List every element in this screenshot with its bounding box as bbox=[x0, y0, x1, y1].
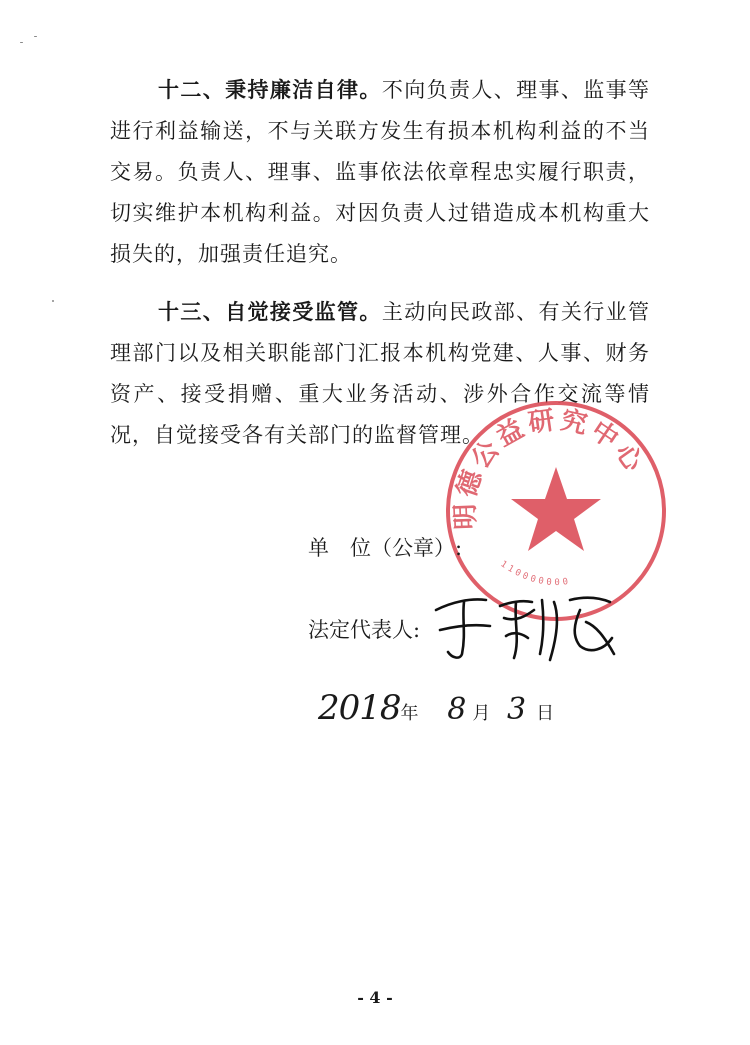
star-icon bbox=[511, 467, 601, 551]
seal-text: 明德公益研究中心 bbox=[450, 404, 651, 531]
date-month-unit: 月 bbox=[472, 703, 491, 724]
unit-seal-line bbox=[308, 532, 462, 562]
date-line bbox=[318, 688, 554, 728]
date-month: 8 bbox=[447, 692, 467, 727]
clause-twelve bbox=[110, 70, 650, 275]
unit-label: 单 位（公章）: bbox=[308, 536, 463, 560]
clause-twelve-heading: 十二、秉持廉洁自律。 bbox=[158, 78, 382, 102]
clause-twelve-body: 不向负责人、理事、监事等进行利益输送，不与关联方发生有损本机构利益的不当交易。负责人、理事、监事依法依章程忠实履行职责，切实维护本机构利益。对因负责人过错造成本机构重大损失的，加强责任追究。 bbox=[110, 78, 651, 266]
clause-thirteen-body: 主动向民政部、有关行业管理部门以及相关职能部门汇报本机构党建、人事、财务资产、接受捐赠、重大业务活动、涉外合作交流等情况，自觉接受各有关部门的监督管理。 bbox=[110, 300, 651, 447]
page-number: - 4 - bbox=[357, 988, 393, 1007]
scan-speck bbox=[34, 36, 37, 37]
date-day: 3 bbox=[507, 692, 527, 727]
handwritten-signature bbox=[430, 588, 620, 668]
legal-representative-line bbox=[308, 614, 420, 644]
date-day-unit: 日 bbox=[536, 703, 555, 724]
seal-number: 110000000 bbox=[498, 559, 572, 589]
scan-speck bbox=[20, 42, 23, 43]
clause-thirteen-heading: 十三、自觉接受监管。 bbox=[158, 300, 382, 324]
date-year-unit: 年 bbox=[400, 703, 419, 724]
scan-speck bbox=[52, 300, 54, 302]
date-year: 2018 bbox=[318, 688, 401, 728]
legal-representative-label: 法定代表人: bbox=[308, 618, 421, 642]
